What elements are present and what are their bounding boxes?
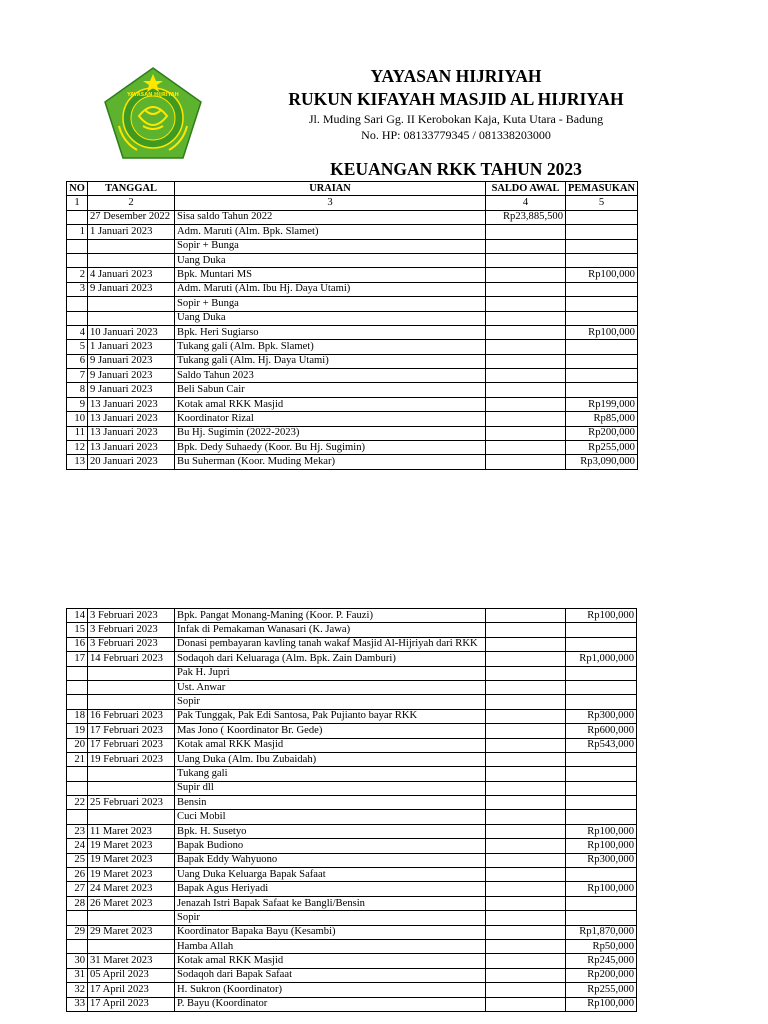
row-number-cell: 16	[67, 637, 88, 651]
table-row	[67, 666, 637, 680]
row-number-cell: 24	[67, 839, 88, 853]
row-date-cell: 26 Maret 2023	[88, 896, 175, 910]
row-saldo-awal-cell	[486, 824, 566, 838]
row-pemasukan-cell	[566, 810, 637, 824]
row-number-cell: 28	[67, 896, 88, 910]
row-date-cell: 19 Maret 2023	[88, 853, 175, 867]
table-row	[67, 340, 638, 354]
table-row	[67, 268, 638, 282]
row-saldo-awal-cell	[486, 397, 566, 411]
table-row	[67, 297, 638, 311]
row-date-cell: 24 Maret 2023	[88, 882, 175, 896]
row-description-cell: Kotak amal RKK Masjid	[175, 738, 486, 752]
row-number-cell: 26	[67, 868, 88, 882]
row-pemasukan-cell: Rp85,000	[566, 412, 638, 426]
row-description-cell: P. Bayu (Koordinator	[175, 997, 486, 1011]
row-pemasukan-cell: Rp200,000	[566, 968, 637, 982]
row-description-cell: Kotak amal RKK Masjid	[175, 397, 486, 411]
row-date-cell: 9 Januari 2023	[88, 383, 175, 397]
row-pemasukan-cell: Rp100,000	[566, 609, 637, 623]
row-description-cell: Sopir + Bunga	[175, 297, 486, 311]
row-date-cell	[88, 939, 175, 953]
row-saldo-awal-cell	[486, 225, 566, 239]
table-row	[67, 796, 637, 810]
row-date-cell: 19 Maret 2023	[88, 868, 175, 882]
row-number-cell: 19	[67, 724, 88, 738]
row-saldo-awal-cell	[486, 695, 566, 709]
row-description-cell: Bpk. Dedy Suhaedy (Koor. Bu Hj. Sugimin)	[175, 441, 486, 455]
row-number-cell: 25	[67, 853, 88, 867]
row-description-cell: Cuci Mobil	[175, 810, 486, 824]
row-date-cell: 19 Februari 2023	[88, 752, 175, 766]
row-saldo-awal-cell	[486, 752, 566, 766]
row-pemasukan-cell: Rp100,000	[566, 268, 638, 282]
row-description-cell: Koordinator Rizal	[175, 412, 486, 426]
row-description-cell: Bapak Budiono	[175, 839, 486, 853]
organization-name: YAYASAN HIJRIYAH	[370, 66, 542, 86]
row-description-cell: Adm. Maruti (Alm. Ibu Hj. Daya Utami)	[175, 282, 486, 296]
table-row	[67, 441, 638, 455]
row-date-cell	[88, 695, 175, 709]
table-row	[67, 925, 637, 939]
table-row	[67, 853, 637, 867]
row-number-cell: 21	[67, 752, 88, 766]
row-saldo-awal-cell	[486, 781, 566, 795]
row-number-cell: 31	[67, 968, 88, 982]
table-row	[67, 738, 637, 752]
table-row	[67, 426, 638, 440]
row-saldo-awal-cell	[486, 297, 566, 311]
row-saldo-awal-cell	[486, 652, 566, 666]
row-pemasukan-cell	[566, 896, 637, 910]
row-pemasukan-cell: Rp245,000	[566, 954, 637, 968]
table-row	[67, 695, 637, 709]
row-date-cell: 3 Februari 2023	[88, 609, 175, 623]
row-number-cell: 33	[67, 997, 88, 1011]
table-row	[67, 637, 637, 651]
row-pemasukan-cell	[566, 354, 638, 368]
row-date-cell	[88, 311, 175, 325]
row-description-cell: Pak Tunggak, Pak Edi Santosa, Pak Pujianto bayar RKK	[175, 709, 486, 723]
row-description-cell: Tukang gali (Alm. Bpk. Slamet)	[175, 340, 486, 354]
row-date-cell: 17 Februari 2023	[88, 724, 175, 738]
table-row	[67, 253, 638, 267]
row-number-cell	[67, 939, 88, 953]
row-saldo-awal-cell	[486, 724, 566, 738]
row-pemasukan-cell	[566, 623, 637, 637]
row-date-cell	[88, 239, 175, 253]
row-number-cell: 18	[67, 709, 88, 723]
row-description-cell: Saldo Tahun 2023	[175, 369, 486, 383]
column-number: 1	[67, 196, 88, 210]
row-pemasukan-cell	[566, 767, 637, 781]
row-saldo-awal-cell	[486, 868, 566, 882]
row-date-cell	[88, 666, 175, 680]
row-pemasukan-cell	[566, 868, 637, 882]
table-row	[67, 412, 638, 426]
column-header-pemasukan: PEMASUKAN	[566, 182, 638, 196]
row-date-cell: 17 Februari 2023	[88, 738, 175, 752]
row-date-cell	[88, 810, 175, 824]
row-pemasukan-cell: Rp3,090,000	[566, 455, 638, 469]
row-pemasukan-cell	[566, 369, 638, 383]
table-row	[67, 210, 638, 224]
row-date-cell: 13 Januari 2023	[88, 441, 175, 455]
organization-address: Jl. Muding Sari Gg. II Kerobokan Kaja, Kuta Utara - Badung	[308, 112, 604, 126]
table-row	[67, 225, 638, 239]
row-number-cell	[67, 239, 88, 253]
row-pemasukan-cell: Rp600,000	[566, 724, 637, 738]
row-pemasukan-cell	[566, 666, 637, 680]
table-row	[67, 709, 637, 723]
row-description-cell: Hamba Allah	[175, 939, 486, 953]
row-saldo-awal-cell	[486, 911, 566, 925]
row-date-cell: 11 Maret 2023	[88, 824, 175, 838]
row-description-cell: Sopir	[175, 911, 486, 925]
row-pemasukan-cell: Rp300,000	[566, 853, 637, 867]
table-row	[67, 369, 638, 383]
column-header-no: NO	[67, 182, 88, 196]
table-row	[67, 680, 637, 694]
yayasan-hijriyah-emblem-icon	[103, 66, 203, 160]
table-row	[67, 882, 637, 896]
table-row	[67, 968, 637, 982]
row-pemasukan-cell: Rp1,870,000	[566, 925, 637, 939]
row-number-cell: 17	[67, 652, 88, 666]
row-number-cell: 20	[67, 738, 88, 752]
row-description-cell: Uang Duka	[175, 311, 486, 325]
row-pemasukan-cell	[566, 781, 637, 795]
row-pemasukan-cell	[566, 282, 638, 296]
column-number: 4	[486, 196, 566, 210]
table-row	[67, 724, 637, 738]
row-description-cell: Jenazah Istri Bapak Safaat ke Bangli/Bensin	[175, 896, 486, 910]
row-number-cell: 2	[67, 268, 88, 282]
row-date-cell: 1 Januari 2023	[88, 225, 175, 239]
row-saldo-awal-cell	[486, 709, 566, 723]
row-date-cell: 13 Januari 2023	[88, 412, 175, 426]
row-pemasukan-cell	[566, 311, 638, 325]
row-date-cell	[88, 767, 175, 781]
row-date-cell: 27 Desember 2022	[88, 210, 175, 224]
row-pemasukan-cell: Rp255,000	[566, 983, 637, 997]
row-number-cell: 13	[67, 455, 88, 469]
table-row	[67, 939, 637, 953]
row-pemasukan-cell: Rp543,000	[566, 738, 637, 752]
row-pemasukan-cell	[566, 225, 638, 239]
row-date-cell: 25 Februari 2023	[88, 796, 175, 810]
row-number-cell	[67, 680, 88, 694]
row-pemasukan-cell: Rp50,000	[566, 939, 637, 953]
row-number-cell: 6	[67, 354, 88, 368]
row-description-cell: Koordinator Bapaka Bayu (Kesambi)	[175, 925, 486, 939]
table-row	[67, 383, 638, 397]
row-number-cell: 30	[67, 954, 88, 968]
row-saldo-awal-cell	[486, 325, 566, 339]
row-pemasukan-cell	[566, 239, 638, 253]
row-number-cell: 7	[67, 369, 88, 383]
row-saldo-awal-cell	[486, 340, 566, 354]
row-description-cell: Adm. Maruti (Alm. Bpk. Slamet)	[175, 225, 486, 239]
row-number-cell	[67, 311, 88, 325]
row-date-cell: 9 Januari 2023	[88, 354, 175, 368]
row-description-cell: Beli Sabun Cair	[175, 383, 486, 397]
table-header-row	[67, 182, 638, 196]
document-title: KEUANGAN RKK TAHUN 2023	[330, 159, 582, 179]
row-saldo-awal-cell	[486, 896, 566, 910]
row-pemasukan-cell: Rp199,000	[566, 397, 638, 411]
row-date-cell: 31 Maret 2023	[88, 954, 175, 968]
row-number-cell: 32	[67, 983, 88, 997]
row-number-cell: 5	[67, 340, 88, 354]
row-number-cell	[67, 767, 88, 781]
row-description-cell: Ust. Anwar	[175, 680, 486, 694]
row-date-cell: 10 Januari 2023	[88, 325, 175, 339]
row-saldo-awal-cell	[486, 666, 566, 680]
row-saldo-awal-cell	[486, 767, 566, 781]
row-number-cell	[67, 666, 88, 680]
column-number: 5	[566, 196, 638, 210]
row-description-cell: Mas Jono ( Koordinator Br. Gede)	[175, 724, 486, 738]
table-row	[67, 810, 637, 824]
row-description-cell: Infak di Pemakaman Wanasari (K. Jawa)	[175, 623, 486, 637]
row-description-cell: Bapak Agus Heriyadi	[175, 882, 486, 896]
row-number-cell	[67, 911, 88, 925]
table-row	[67, 455, 638, 469]
row-pemasukan-cell	[566, 796, 637, 810]
row-pemasukan-cell	[566, 383, 638, 397]
row-number-cell	[67, 810, 88, 824]
row-number-cell: 9	[67, 397, 88, 411]
table-row	[67, 911, 637, 925]
row-description-cell: Kotak amal RKK Masjid	[175, 954, 486, 968]
row-date-cell	[88, 911, 175, 925]
organization-subtitle: RUKUN KIFAYAH MASJID AL HIJRIYAH	[288, 89, 624, 109]
row-number-cell: 12	[67, 441, 88, 455]
row-saldo-awal-cell	[486, 369, 566, 383]
row-saldo-awal-cell	[486, 383, 566, 397]
row-saldo-awal-cell	[486, 925, 566, 939]
row-description-cell: Sopir	[175, 695, 486, 709]
row-description-cell: Bpk. H. Susetyo	[175, 824, 486, 838]
row-description-cell: Uang Duka (Alm. Ibu Zubaidah)	[175, 752, 486, 766]
row-date-cell: 1 Januari 2023	[88, 340, 175, 354]
row-pemasukan-cell: Rp100,000	[566, 997, 637, 1011]
row-date-cell: 4 Januari 2023	[88, 268, 175, 282]
row-number-cell: 22	[67, 796, 88, 810]
column-header-uraian: URAIAN	[175, 182, 486, 196]
row-pemasukan-cell: Rp100,000	[566, 824, 637, 838]
table-row	[67, 752, 637, 766]
table-row	[67, 983, 637, 997]
row-number-cell: 11	[67, 426, 88, 440]
row-saldo-awal-cell	[486, 882, 566, 896]
table-row	[67, 282, 638, 296]
row-date-cell: 19 Maret 2023	[88, 839, 175, 853]
row-date-cell: 3 Februari 2023	[88, 623, 175, 637]
row-pemasukan-cell	[566, 637, 637, 651]
table-row	[67, 239, 638, 253]
row-pemasukan-cell: Rp300,000	[566, 709, 637, 723]
row-description-cell: Pak H. Jupri	[175, 666, 486, 680]
row-saldo-awal-cell	[486, 637, 566, 651]
row-date-cell: 17 April 2023	[88, 983, 175, 997]
column-header-saldo-awal: SALDO AWAL	[486, 182, 566, 196]
row-saldo-awal-cell	[486, 939, 566, 953]
row-saldo-awal-cell	[486, 282, 566, 296]
column-header-tanggal: TANGGAL	[88, 182, 175, 196]
row-date-cell: 29 Maret 2023	[88, 925, 175, 939]
row-number-cell: 1	[67, 225, 88, 239]
table-row	[67, 824, 637, 838]
row-description-cell: Bpk. Heri Sugiarso	[175, 325, 486, 339]
row-description-cell: Bu Hj. Sugimin (2022-2023)	[175, 426, 486, 440]
row-date-cell: 05 April 2023	[88, 968, 175, 982]
row-saldo-awal-cell	[486, 680, 566, 694]
row-saldo-awal-cell	[486, 968, 566, 982]
row-number-cell: 23	[67, 824, 88, 838]
row-number-cell: 8	[67, 383, 88, 397]
table-row	[67, 609, 637, 623]
row-number-cell: 3	[67, 282, 88, 296]
table-row	[67, 311, 638, 325]
svg-text:YAYASAN HIJRIYAH: YAYASAN HIJRIYAH	[127, 92, 179, 98]
row-date-cell: 13 Januari 2023	[88, 426, 175, 440]
row-pemasukan-cell: Rp1,000,000	[566, 652, 637, 666]
row-description-cell: Tukang gali	[175, 767, 486, 781]
row-saldo-awal-cell	[486, 954, 566, 968]
row-date-cell	[88, 781, 175, 795]
row-description-cell: Tukang gali (Alm. Hj. Daya Utami)	[175, 354, 486, 368]
row-number-cell	[67, 253, 88, 267]
row-saldo-awal-cell	[486, 441, 566, 455]
row-saldo-awal-cell	[486, 853, 566, 867]
row-date-cell: 17 April 2023	[88, 997, 175, 1011]
row-date-cell	[88, 297, 175, 311]
table-row	[67, 325, 638, 339]
row-pemasukan-cell: Rp255,000	[566, 441, 638, 455]
column-number: 3	[175, 196, 486, 210]
row-description-cell: H. Sukron (Koordinator)	[175, 983, 486, 997]
table-row	[67, 997, 637, 1011]
row-saldo-awal-cell	[486, 311, 566, 325]
row-saldo-awal-cell	[486, 239, 566, 253]
row-pemasukan-cell	[566, 340, 638, 354]
row-description-cell: Sisa saldo Tahun 2022	[175, 210, 486, 224]
row-description-cell: Uang Duka Keluarga Bapak Safaat	[175, 868, 486, 882]
row-number-cell: 14	[67, 609, 88, 623]
row-description-cell: Uang Duka	[175, 253, 486, 267]
row-date-cell: 3 Februari 2023	[88, 637, 175, 651]
row-date-cell: 9 Januari 2023	[88, 282, 175, 296]
table-row	[67, 781, 637, 795]
row-description-cell: Donasi pembayaran kavling tanah wakaf Masjid Al-Hijriyah dari RKK	[175, 637, 486, 651]
row-saldo-awal-cell	[486, 623, 566, 637]
row-pemasukan-cell: Rp100,000	[566, 882, 637, 896]
row-pemasukan-cell	[566, 695, 637, 709]
row-pemasukan-cell: Rp200,000	[566, 426, 638, 440]
row-description-cell: Bu Suherman (Koor. Muding Mekar)	[175, 455, 486, 469]
table-row	[67, 652, 637, 666]
column-number: 2	[88, 196, 175, 210]
row-number-cell	[67, 781, 88, 795]
row-description-cell: Bensin	[175, 796, 486, 810]
row-date-cell	[88, 253, 175, 267]
row-saldo-awal-cell	[486, 796, 566, 810]
row-saldo-awal-cell	[486, 268, 566, 282]
row-saldo-awal-cell	[486, 983, 566, 997]
table-row	[67, 839, 637, 853]
row-description-cell: Sopir + Bunga	[175, 239, 486, 253]
row-pemasukan-cell: Rp100,000	[566, 325, 638, 339]
row-pemasukan-cell	[566, 680, 637, 694]
row-date-cell: 20 Januari 2023	[88, 455, 175, 469]
row-number-cell	[67, 210, 88, 224]
row-number-cell: 10	[67, 412, 88, 426]
row-description-cell: Sodaqoh dari Bapak Safaat	[175, 968, 486, 982]
row-pemasukan-cell: Rp100,000	[566, 839, 637, 853]
row-saldo-awal-cell	[486, 738, 566, 752]
row-saldo-awal-cell	[486, 412, 566, 426]
row-saldo-awal-cell	[486, 810, 566, 824]
column-number-row	[67, 196, 638, 210]
row-number-cell: 29	[67, 925, 88, 939]
row-date-cell: 9 Januari 2023	[88, 369, 175, 383]
table-row	[67, 896, 637, 910]
finance-table-page2	[66, 608, 637, 1012]
row-pemasukan-cell	[566, 253, 638, 267]
row-number-cell	[67, 695, 88, 709]
row-saldo-awal-cell: Rp23,885,500	[486, 210, 566, 224]
row-saldo-awal-cell	[486, 839, 566, 853]
row-pemasukan-cell	[566, 210, 638, 224]
table-row	[67, 623, 637, 637]
table-row	[67, 767, 637, 781]
organization-phone: No. HP: 08133779345 / 081338203000	[361, 128, 551, 142]
table-row	[67, 397, 638, 411]
row-number-cell: 27	[67, 882, 88, 896]
row-pemasukan-cell	[566, 297, 638, 311]
row-number-cell	[67, 297, 88, 311]
row-saldo-awal-cell	[486, 354, 566, 368]
row-pemasukan-cell	[566, 911, 637, 925]
row-saldo-awal-cell	[486, 253, 566, 267]
row-saldo-awal-cell	[486, 997, 566, 1011]
row-number-cell: 15	[67, 623, 88, 637]
row-saldo-awal-cell	[486, 426, 566, 440]
row-description-cell: Bpk. Muntari MS	[175, 268, 486, 282]
row-number-cell: 4	[67, 325, 88, 339]
row-description-cell: Bpk. Pangat Monang-Maning (Koor. P. Fauzi)	[175, 609, 486, 623]
row-date-cell: 13 Januari 2023	[88, 397, 175, 411]
row-saldo-awal-cell	[486, 455, 566, 469]
table-row	[67, 868, 637, 882]
row-date-cell: 16 Februari 2023	[88, 709, 175, 723]
row-description-cell: Bapak Eddy Wahyuono	[175, 853, 486, 867]
row-saldo-awal-cell	[486, 609, 566, 623]
row-date-cell: 14 Februari 2023	[88, 652, 175, 666]
table-row	[67, 954, 637, 968]
row-pemasukan-cell	[566, 752, 637, 766]
finance-table-page1	[66, 181, 638, 470]
row-description-cell: Supir dll	[175, 781, 486, 795]
row-description-cell: Sodaqoh dari Keluaraga (Alm. Bpk. Zain Damburi)	[175, 652, 486, 666]
row-date-cell	[88, 680, 175, 694]
table-row	[67, 354, 638, 368]
